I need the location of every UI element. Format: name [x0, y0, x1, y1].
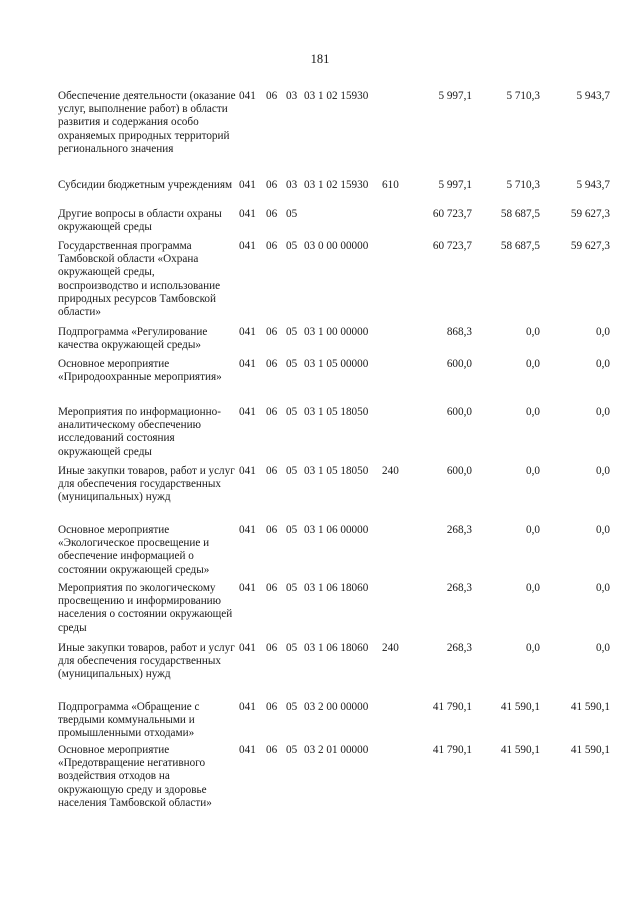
row-value-1: 868,3: [446, 326, 472, 338]
row-subsection-code: 05: [286, 208, 298, 220]
row-name: Иные закупки товаров, работ и услуг для обеспечения государственных (муниципальных) нужд: [58, 642, 235, 681]
row-name: Основное мероприятие «Экологическое просвещение и обеспечение информацией о состоянии окружающей среды»: [58, 524, 210, 576]
row-name: Подпрограмма «Регулирование качества окружающей среды»: [58, 326, 208, 352]
row-value-2: 5 710,3: [506, 179, 540, 191]
row-subsection-code: 05: [286, 642, 298, 654]
row-ministry-code: 041: [239, 240, 256, 252]
row-subsection-code: 05: [286, 465, 298, 477]
row-value-3: 0,0: [596, 406, 610, 418]
row-value-2: 58 687,5: [500, 208, 540, 220]
row-subsection-code: 05: [286, 744, 298, 756]
row-subsection-code: 05: [286, 240, 298, 252]
row-ministry-code: 041: [239, 90, 256, 102]
row-value-3: 59 627,3: [570, 240, 610, 252]
row-value-3: 59 627,3: [570, 208, 610, 220]
row-target-code: 03 1 06 00000: [304, 524, 369, 536]
row-ministry-code: 041: [239, 358, 256, 370]
row-value-3: 0,0: [596, 465, 610, 477]
row-name: Обеспечение деятельности (оказание услуг, выполнение работ) в области развития и содержания особо охраняемых природных территорий регионального значения: [58, 90, 236, 155]
row-value-1: 268,3: [446, 642, 472, 654]
row-value-1: 600,0: [446, 358, 472, 370]
row-name: Субсидии бюджетным учреждениям: [58, 179, 233, 191]
row-name: Мероприятия по экологическому просвещению и информированию населения о состоянии окружающей среды: [58, 582, 233, 634]
row-section-code: 06: [266, 701, 278, 713]
row-value-1: 41 790,1: [432, 744, 472, 756]
row-target-code: 03 1 02 15930: [304, 179, 369, 191]
row-ministry-code: 041: [239, 582, 256, 594]
row-expense-type: 610: [382, 179, 399, 191]
row-value-2: 0,0: [526, 642, 540, 654]
row-subsection-code: 05: [286, 582, 298, 594]
row-value-2: 41 590,1: [500, 701, 540, 713]
row-value-2: 41 590,1: [500, 744, 540, 756]
row-section-code: 06: [266, 240, 278, 252]
row-target-code: 03 2 00 00000: [304, 701, 369, 713]
row-ministry-code: 041: [239, 406, 256, 418]
row-value-3: 0,0: [596, 326, 610, 338]
row-value-2: 0,0: [526, 326, 540, 338]
row-value-3: 0,0: [596, 642, 610, 654]
row-target-code: 03 1 02 15930: [304, 90, 369, 102]
row-value-3: 0,0: [596, 358, 610, 370]
row-value-1: 60 723,7: [432, 240, 472, 252]
row-value-1: 5 997,1: [438, 90, 472, 102]
row-value-2: 0,0: [526, 524, 540, 536]
row-ministry-code: 041: [239, 179, 256, 191]
row-ministry-code: 041: [239, 465, 256, 477]
row-value-3: 0,0: [596, 524, 610, 536]
row-subsection-code: 03: [286, 179, 298, 191]
row-expense-type: 240: [382, 465, 399, 477]
row-target-code: 03 1 05 00000: [304, 358, 369, 370]
row-section-code: 06: [266, 358, 278, 370]
row-expense-type: 240: [382, 642, 399, 654]
row-value-1: 600,0: [446, 465, 472, 477]
row-name: Основное мероприятие «Природоохранные мероприятия»: [58, 358, 222, 384]
row-value-3: 41 590,1: [570, 701, 610, 713]
row-value-1: 268,3: [446, 524, 472, 536]
row-target-code: 03 1 05 18050: [304, 406, 369, 418]
row-target-code: 03 0 00 00000: [304, 240, 369, 252]
row-subsection-code: 05: [286, 358, 298, 370]
row-value-2: 58 687,5: [500, 240, 540, 252]
row-ministry-code: 041: [239, 326, 256, 338]
row-name: Иные закупки товаров, работ и услуг для обеспечения государственных (муниципальных) нужд: [58, 465, 235, 504]
row-section-code: 06: [266, 326, 278, 338]
row-section-code: 06: [266, 582, 278, 594]
row-value-3: 0,0: [596, 582, 610, 594]
row-name: Мероприятия по информационно-аналитическому обеспечению исследований состояния окружающей среды: [58, 406, 221, 458]
row-ministry-code: 041: [239, 524, 256, 536]
row-subsection-code: 03: [286, 90, 298, 102]
row-section-code: 06: [266, 90, 278, 102]
row-subsection-code: 05: [286, 326, 298, 338]
row-value-1: 600,0: [446, 406, 472, 418]
row-ministry-code: 041: [239, 744, 256, 756]
row-target-code: 03 2 01 00000: [304, 744, 369, 756]
row-ministry-code: 041: [239, 642, 256, 654]
row-section-code: 06: [266, 208, 278, 220]
row-section-code: 06: [266, 524, 278, 536]
row-name: Основное мероприятие «Предотвращение негативного воздействия отходов на окружающую среду и здоровье населения Тамбовской области»: [58, 744, 212, 809]
row-target-code: 03 1 06 18060: [304, 582, 369, 594]
row-value-2: 5 710,3: [506, 90, 540, 102]
row-name: Государственная программа Тамбовской области «Охрана окружающей среды, воспроизводство и использование природных ресурсов Тамбовской области»: [58, 240, 221, 319]
row-value-1: 41 790,1: [432, 701, 472, 713]
row-ministry-code: 041: [239, 701, 256, 713]
row-section-code: 06: [266, 642, 278, 654]
row-name: Другие вопросы в области охраны окружающей среды: [58, 208, 222, 234]
row-target-code: 03 1 06 18060: [304, 642, 369, 654]
page-number: 181: [310, 52, 330, 66]
row-value-2: 0,0: [526, 358, 540, 370]
row-subsection-code: 05: [286, 406, 298, 418]
row-section-code: 06: [266, 744, 278, 756]
row-value-2: 0,0: [526, 406, 540, 418]
row-value-3: 5 943,7: [576, 179, 610, 191]
row-value-1: 60 723,7: [432, 208, 472, 220]
row-target-code: 03 1 00 00000: [304, 326, 369, 338]
row-target-code: 03 1 05 18050: [304, 465, 369, 477]
row-ministry-code: 041: [239, 208, 256, 220]
row-section-code: 06: [266, 179, 278, 191]
row-value-1: 268,3: [446, 582, 472, 594]
row-name: Подпрограмма «Обращение с твердыми коммунальными и промышленными отходами»: [58, 701, 200, 740]
row-value-1: 5 997,1: [438, 179, 472, 191]
row-subsection-code: 05: [286, 701, 298, 713]
row-section-code: 06: [266, 406, 278, 418]
row-value-2: 0,0: [526, 582, 540, 594]
row-value-2: 0,0: [526, 465, 540, 477]
row-value-3: 5 943,7: [576, 90, 610, 102]
row-section-code: 06: [266, 465, 278, 477]
row-value-3: 41 590,1: [570, 744, 610, 756]
row-subsection-code: 05: [286, 524, 298, 536]
